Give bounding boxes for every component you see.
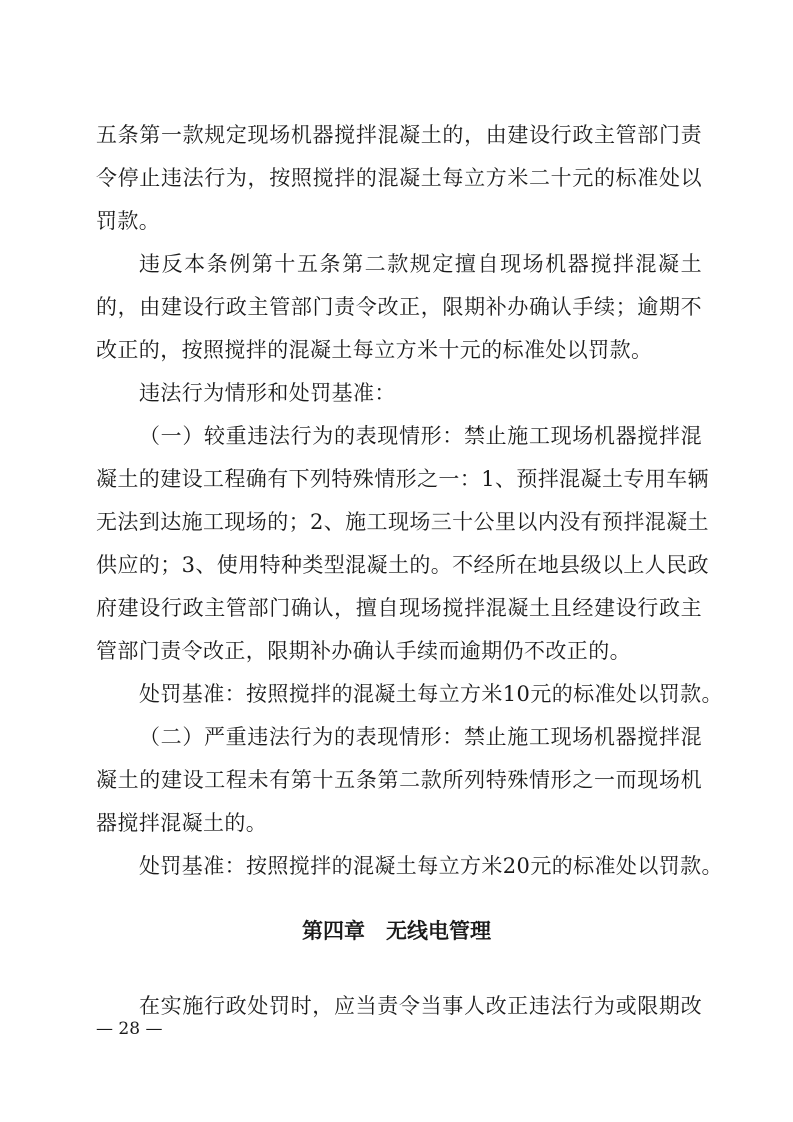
body-line-18: 处罚基准：按照搅拌的混凝土每立方米20元的标准处以罚款。 <box>139 854 723 878</box>
body-line-5: 的，由建设行政主管部门责令改正，限期补办确认手续；逾期不 <box>96 295 702 319</box>
body-line-6: 改正的，按照搅拌的混凝土每立方米十元的标准处以罚款。 <box>96 338 653 362</box>
body-line-4: 违反本条例第十五条第二款规定擅自现场机器搅拌混凝土 <box>139 252 702 276</box>
body-line-11: 供应的；3、使用特种类型混凝土的。不经所在地县级以上人民政 <box>96 553 709 577</box>
body-line-1: 五条第一款规定现场机器搅拌混凝土的，由建设行政主管部门责 <box>96 123 702 147</box>
body-line-7: 违法行为情形和处罚基准： <box>139 381 396 405</box>
body-line-16: 凝土的建设工程未有第十五条第二款所列特殊情形之一而现场机 <box>96 768 702 792</box>
body-line-8: （一）较重违法行为的表现情形：禁止施工现场机器搅拌混 <box>139 424 702 448</box>
body-line-2: 令停止违法行为，按照搅拌的混凝土每立方米二十元的标准处以 <box>96 166 702 190</box>
body-line-9: 凝土的建设工程确有下列特殊情形之一：1、预拌混凝土专用车辆 <box>96 467 709 491</box>
body-line-14: 处罚基准：按照搅拌的混凝土每立方米10元的标准处以罚款。 <box>139 682 723 706</box>
chapter-heading: 第四章 无线电管理 <box>302 919 491 943</box>
page-number: — 28 — <box>96 1019 163 1039</box>
body-line-3: 罚款。 <box>96 209 161 233</box>
body-line-10: 无法到达施工现场的；2、施工现场三十公里以内没有预拌混凝土 <box>96 510 709 534</box>
body-line-17: 器搅拌混凝土的。 <box>96 811 268 835</box>
body-line-13: 管部门责令改正，限期补办确认手续而逾期仍不改正的。 <box>96 639 631 663</box>
body-line-12: 府建设行政主管部门确认，擅自现场搅拌混凝土且经建设行政主 <box>96 596 702 620</box>
body-line-19: 在实施行政处罚时，应当责令当事人改正违法行为或限期改 <box>139 994 702 1018</box>
body-line-15: （二）严重违法行为的表现情形：禁止施工现场机器搅拌混 <box>139 725 702 749</box>
